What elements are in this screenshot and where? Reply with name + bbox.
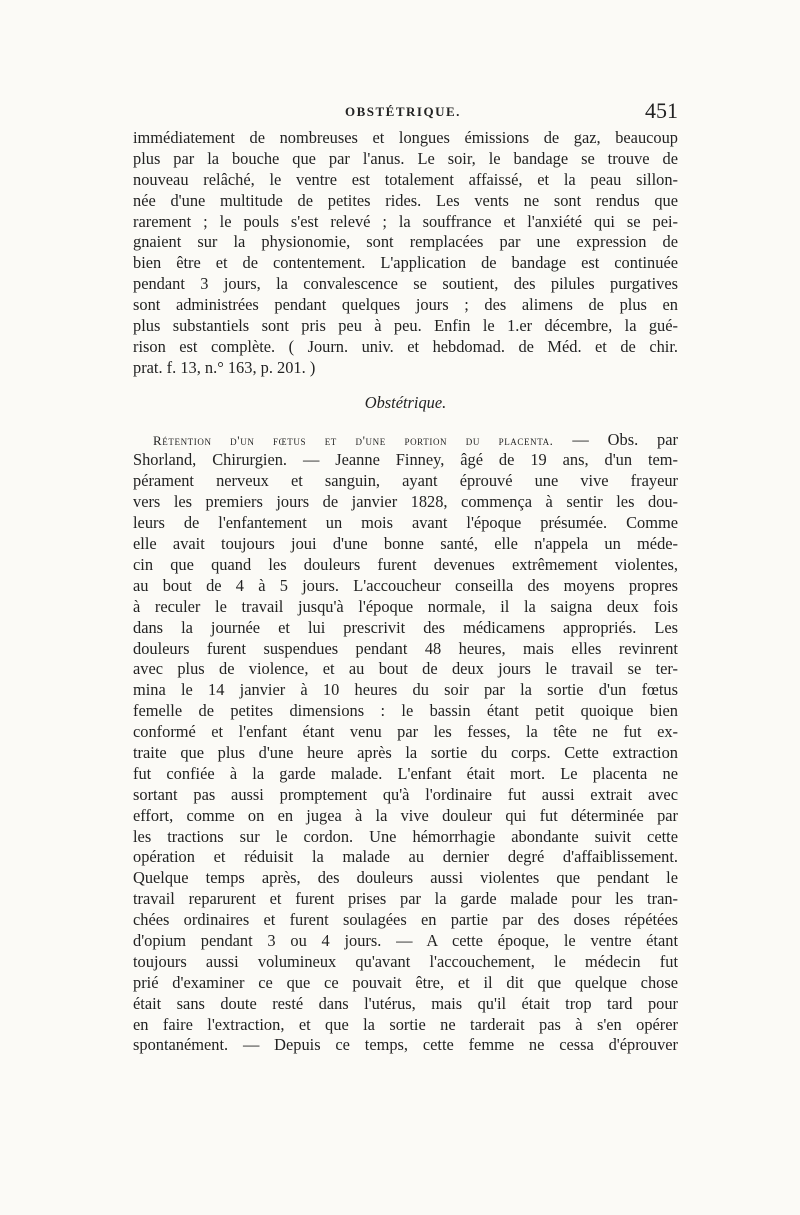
text-line: rison est complète. ( Journ. univ. et hebdomad. de Méd. et de chir.	[133, 336, 678, 356]
text-line: pérament nerveux et sanguin, ayant éprouvé une vive frayeur	[133, 471, 678, 491]
book-page	[133, 98, 678, 1056]
text-line: pendant 3 jours, la convalescence se soutient, des pilules purgatives	[133, 274, 678, 294]
page-number: 451	[645, 98, 678, 123]
text-line: d'opium pendant 3 ou 4 jours. — A cette époque, le ventre étant	[133, 930, 678, 950]
text-line: sont administrées pendant quelques jours ; des alimens de plus en	[133, 295, 678, 315]
text-line: travail reparurent et furent prises par la garde malade pour les tran-	[133, 889, 678, 909]
text-line: prié d'examiner ce que ce pouvait être, et il dit que quelque chose	[133, 972, 678, 992]
text-line: plus par la bouche que par l'anus. Le soir, le bandage se trouve de	[133, 148, 678, 168]
text-line: chées ordinaires et furent soulagées en partie par des doses répétées	[133, 910, 678, 930]
section-heading: Obstétrique.	[364, 392, 447, 412]
text-line: mina le 14 janvier à 10 heures du soir par la sortie d'un fœtus	[133, 680, 678, 700]
text-line: effort, comme on en jugea à la vive douleur qui fut déterminée par	[133, 805, 678, 825]
text-line: les tractions sur le cordon. Une hémorrhagie abondante suivit cette	[133, 826, 678, 846]
text-line: toujours aussi volumineux qu'avant l'accouchement, le médecin fut	[133, 951, 678, 971]
text-line: spontanément. — Depuis ce temps, cette femme ne cessa d'éprouver	[133, 1035, 678, 1055]
text-line: immédiatement de nombreuses et longues émissions de gaz, beaucoup	[133, 128, 678, 147]
text-line: rarement ; le pouls s'est relevé ; la souffrance et l'anxiété qui se pei-	[133, 211, 678, 231]
text-line: plus substantiels sont pris peu à peu. Enfin le 1.er décembre, la gué-	[133, 316, 678, 336]
article-title-line	[133, 430, 678, 451]
paragraph-1	[133, 128, 678, 379]
paragraph-2	[133, 430, 678, 1057]
text-line: fut confiée à la garde malade. L'enfant était mort. Le placenta ne	[133, 763, 678, 783]
text-line: nouveau relâché, le ventre est totalement affaissé, et la peau sillon-	[133, 169, 678, 189]
text-line: avec plus de violence, et au bout de deux jours le travail se ter-	[133, 659, 678, 679]
text-line: Shorland, Chirurgien. — Jeanne Finney, âgé de 19 ans, d'un tem-	[133, 450, 678, 470]
text-line: conformé et l'enfant étant venu par les fesses, la tête ne fut ex-	[133, 722, 678, 742]
text-line: Quelque temps après, des douleurs aussi violentes que pendant le	[133, 868, 678, 888]
text-line: était sans doute resté dans l'utérus, mais qu'il était trop tard pour	[133, 993, 678, 1013]
text-line: opération et réduisit la malade au dernier degré d'affaiblissement.	[133, 847, 678, 867]
text-line: bien être et de contentement. L'application de bandage est continuée	[133, 253, 678, 273]
text-line: au bout de 4 à 5 jours. L'accoucheur conseilla des moyens propres	[133, 575, 678, 595]
running-title: OBSTÉTRIQUE.	[345, 104, 461, 119]
text-line: à reculer le travail jusqu'à l'époque normale, il la saigna deux fois	[133, 596, 678, 616]
text-line: en faire l'extraction, et que la sortie ne tarderait pas à s'en opérer	[133, 1014, 678, 1034]
text-line: sortant pas aussi promptement qu'à l'ordinaire fut aussi extrait avec	[133, 784, 678, 804]
article-title-rest: — Obs. par	[553, 429, 678, 449]
text-line: gnaient sur la physionomie, sont remplacées par une expression de	[133, 232, 678, 252]
text-line: née d'une multitude de petites rides. Les vents ne sont rendus que	[133, 190, 678, 210]
article-title: Rétention d'un fœtus et d'une portion du placenta.	[153, 432, 554, 448]
page-header	[133, 98, 678, 128]
text-line: vers les premiers jours de janvier 1828, commença à sentir les dou-	[133, 492, 678, 512]
text-line: femelle de petites dimensions : le bassin étant petit quoique bien	[133, 701, 678, 721]
text-line: traite que plus d'une heure après la sortie du corps. Cette extraction	[133, 742, 678, 762]
text-line: elle avait toujours joui d'une bonne santé, elle n'appela un méde-	[133, 534, 678, 554]
text-line: leurs de l'enfantement un mois avant l'époque présumée. Comme	[133, 513, 678, 533]
text-line: douleurs furent suspendues pendant 48 heures, mais elles revinrent	[133, 638, 678, 658]
text-line: prat. f. 13, n.° 163, p. 201. )	[133, 357, 316, 377]
text-line: dans la journée et lui prescrivit des médicamens appropriés. Les	[133, 617, 678, 637]
text-line: cin que quand les douleurs furent devenues extrêmement violentes,	[133, 554, 678, 574]
